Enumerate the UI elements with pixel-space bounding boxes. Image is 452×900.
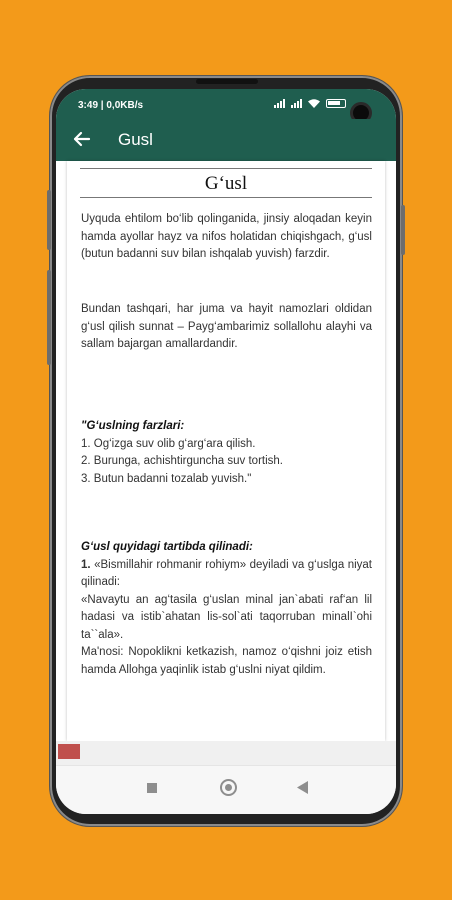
arrow-left-icon[interactable] <box>70 128 92 150</box>
farzlar-section <box>81 418 372 488</box>
tartib-text: «Bismillahir rohmanir rohiym» deyiladi va g‘uslga niyat qilinadi: <box>81 558 372 588</box>
tartib-line: «Navaytu an ag‘tasila g‘uslan minal jan`abati raf‘an lil hadasi va istib`ahatan lis-sol`ati taqorruban minalI`ohi ta``ala». <box>81 593 372 641</box>
tartib-line <box>81 557 372 592</box>
app-bar-title: Gusl <box>118 130 153 149</box>
tartib-line: Ma'nosi: Nopoklikni ketkazish, namoz o‘qishni joiz etish hamda Allohga yaqinlik istab g‘uslni niyat qildim. <box>81 646 372 676</box>
recents-square-icon[interactable] <box>147 783 157 793</box>
volume-up-button <box>47 190 51 250</box>
tartib-heading: G‘usl quyidagi tartibda qilinadi: <box>81 541 253 553</box>
farzlar-item: 1. Og‘izga suv olib g‘arg‘ara qilish. <box>81 437 256 450</box>
farzlar-item: 2. Burunga, achishtirguncha suv tortish. <box>81 455 284 467</box>
status-bar <box>56 89 396 119</box>
document-page <box>67 161 385 741</box>
status-icons <box>274 99 346 108</box>
signal-icon <box>274 99 285 108</box>
system-nav-bar <box>56 765 396 814</box>
heading-rule-top <box>80 168 372 169</box>
battery-icon <box>326 99 346 108</box>
power-button <box>401 205 405 255</box>
home-circle-icon[interactable] <box>220 779 237 796</box>
page-marker <box>58 744 80 759</box>
screen <box>56 89 396 814</box>
app-bar <box>56 119 396 161</box>
volume-down-button <box>47 270 51 365</box>
status-time: 3:49 | 0,0KB/s <box>78 100 144 111</box>
tartib-number: 1. <box>81 558 91 571</box>
wifi-icon <box>308 99 320 108</box>
farzlar-heading: "G‘uslning farzlari: <box>81 420 185 432</box>
earpiece <box>196 79 258 84</box>
bottom-strip <box>56 741 396 765</box>
signal-icon-2 <box>291 99 302 108</box>
tartib-section <box>81 539 372 679</box>
article-heading: G‘usl <box>204 173 248 194</box>
heading-rule-bottom <box>80 197 372 198</box>
content-scroll-area[interactable] <box>56 161 396 741</box>
paragraph-2: Bundan tashqari, har juma va hayit namozlari oldidan g‘usl qilish sunnat – Payg‘ambarimiz sollallohu alayhi va sallam bajargan amallardandir. <box>81 303 372 350</box>
farzlar-item: 3. Butun badanni tozalab yuvish." <box>81 472 252 485</box>
back-triangle-icon[interactable] <box>297 781 309 794</box>
paragraph-1: Uyquda ehtilom bo‘lib qolinganida, jinsiy aloqadan keyin hamda ayollar hayz va nifos holatidan chiqishgach, g‘usl (butun badanni suv bilan ishqalab yuvish) farzdir. <box>81 213 372 260</box>
